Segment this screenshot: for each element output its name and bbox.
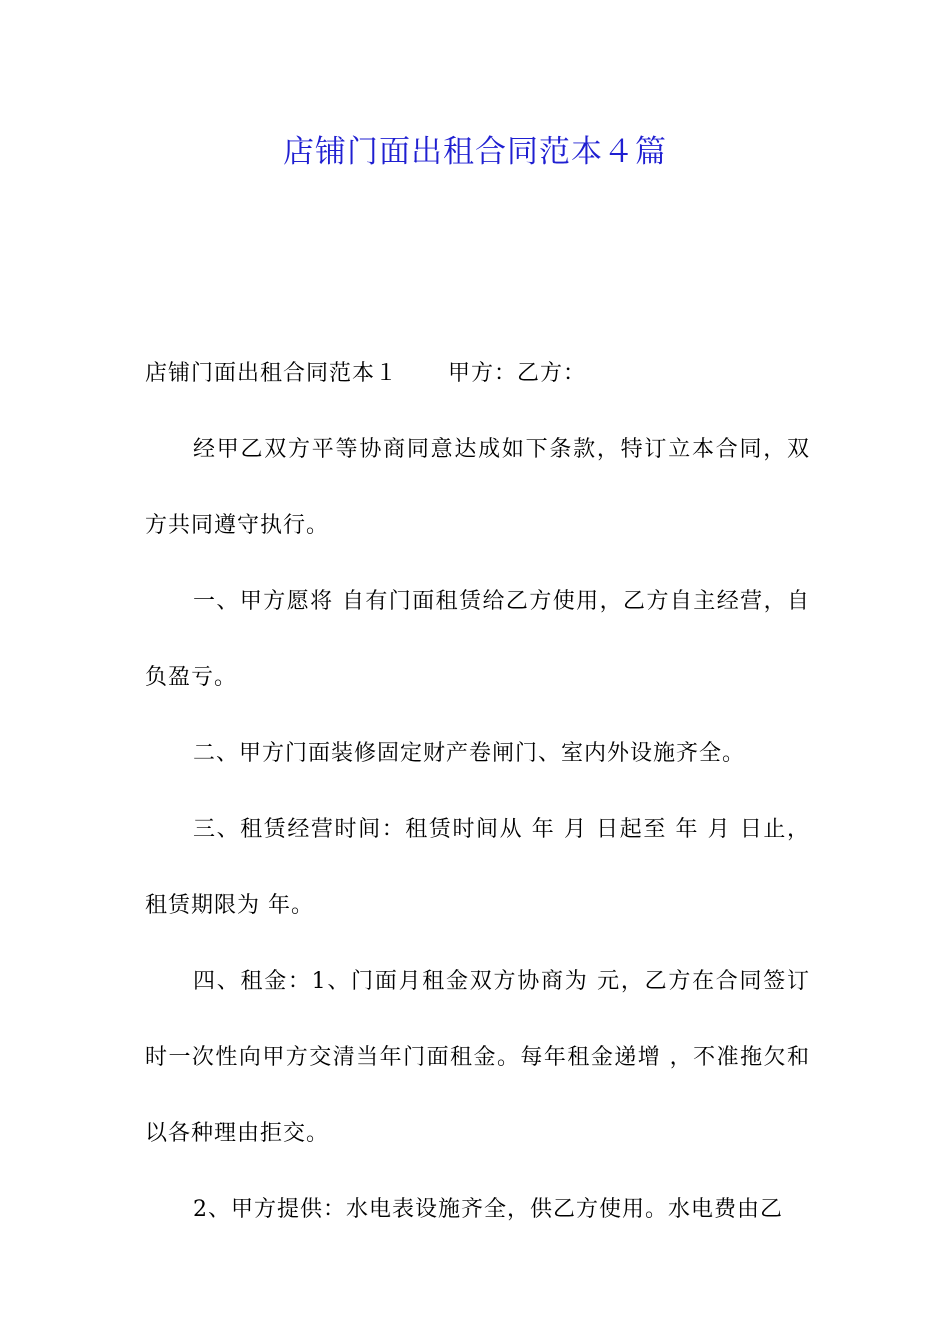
- paragraph: 2、甲方提供：水电表设施齐全，供乙方使用。水电费由乙: [193, 1197, 783, 1222]
- paragraph: 经甲乙双方平等协商同意达成如下条款，特订立本合同，双方共同遵守执行。: [145, 437, 810, 538]
- paragraph: 四、租金：1、门面月租金双方协商为 元，乙方在合同签订时一次性向甲方交清当年门面租金。每年租金递增 ，不准拖欠和以各种理由拒交。: [145, 969, 810, 1146]
- contract-heading: 店铺门面出租合同范本１: [145, 361, 399, 386]
- paragraph: 一、甲方愿将 自有门面租赁给乙方使用，乙方自主经营，自负盈亏。: [145, 589, 810, 690]
- intro-line: [145, 336, 810, 412]
- document-body: [145, 336, 810, 1248]
- paragraph: 三、租赁经营时间：租赁时间从 年 月 日起至 年 月 日止，租赁期限为 年。: [145, 817, 810, 918]
- paragraph: 二、甲方门面装修固定财产卷闸门、室内外设施齐全。: [193, 741, 746, 766]
- parties-line: 甲方：乙方：: [448, 361, 587, 386]
- document-title: 店铺门面出租合同范本４篇: [283, 134, 667, 170]
